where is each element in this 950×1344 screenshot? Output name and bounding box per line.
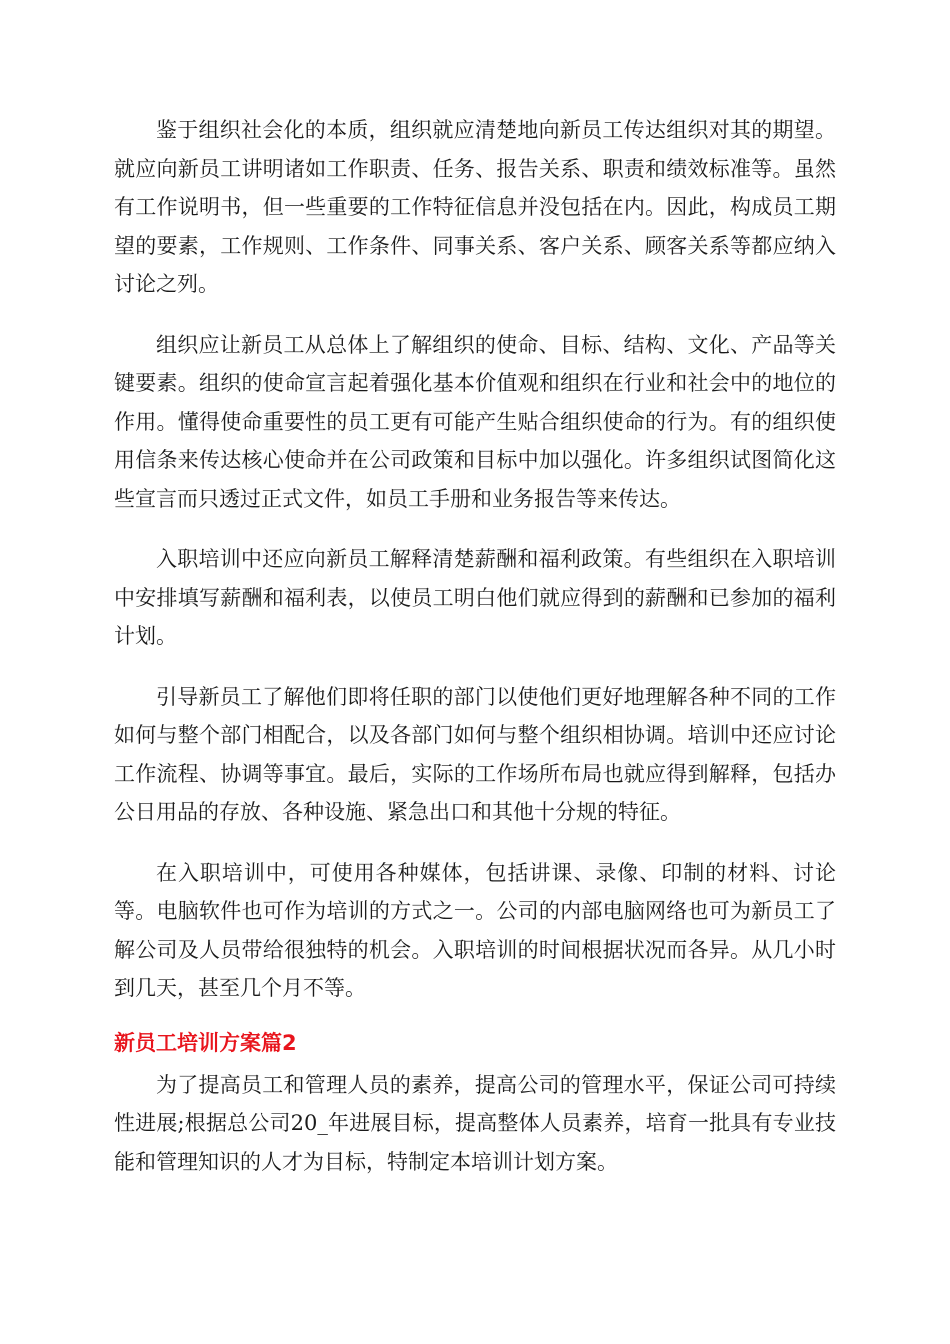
paragraph-organization-expectations: 鉴于组织社会化的本质，组织就应清楚地向新员工传达组织对其的期望。就应向新员工讲明诸如工作职责、任务、报告关系、职责和绩效标准等。虽然有工作说明书，但一些重要的工作特征信息并没包括在内。因此，构成员工期望的要素，工作规则、工作条件、同事关系、客户关系、顾客关系等都应纳入讨论之列。 — [114, 118, 836, 296]
paragraph-department-introduction: 引导新员工了解他们即将任职的部门以使他们更好地理解各种不同的工作如何与整个部门相配合，以及各部门如何与整个组织相协调。培训中还应讨论工作流程、协调等事宜。最后，实际的工作场所布局也就应得到解释，包括办公日用品的存放、各种设施、紧急出口和其他十分规的特征。 — [114, 684, 836, 824]
paragraph-salary-benefits: 入职培训中还应向新员工解释清楚薪酬和福利政策。有些组织在入职培训中安排填写薪酬和福利表，以使员工明白他们就应得到的薪酬和已参加的福利计划。 — [114, 547, 836, 648]
paragraph-training-media: 在入职培训中，可使用各种媒体，包括讲课、录像、印制的材料、讨论等。电脑软件也可作为培训的方式之一。公司的内部电脑网络也可为新员工了解公司及人员带给很独特的机会。入职培训的时间根据状况而各异。从几小时到几天，甚至几个月不等。 — [114, 860, 836, 1000]
paragraph-mission-goals: 组织应让新员工从总体上了解组织的使命、目标、结构、文化、产品等关键要素。组织的使命宣言起着强化基本价值观和组织在行业和社会中的地位的作用。懂得使命重要性的员工更有可能产生贴合组织使命的行为。有的组织使用信条来传达核心使命并在公司政策和目标中加以强化。许多组织试图简化这些宣言而只透过正式文件，如员工手册和业务报告等来传达。 — [114, 332, 836, 511]
section-heading: 新员工培训方案篇2 — [114, 1030, 297, 1055]
document-body — [114, 111, 836, 1203]
paragraph-training-plan-intro: 为了提高员工和管理人员的素养，提高公司的管理水平，保证公司可持续性进展;根据总公司20_年进展目标，提高整体人员素养，培育一批具有专业技能和管理知识的人才为目标，特制定本培训计划方案。 — [114, 1072, 836, 1174]
